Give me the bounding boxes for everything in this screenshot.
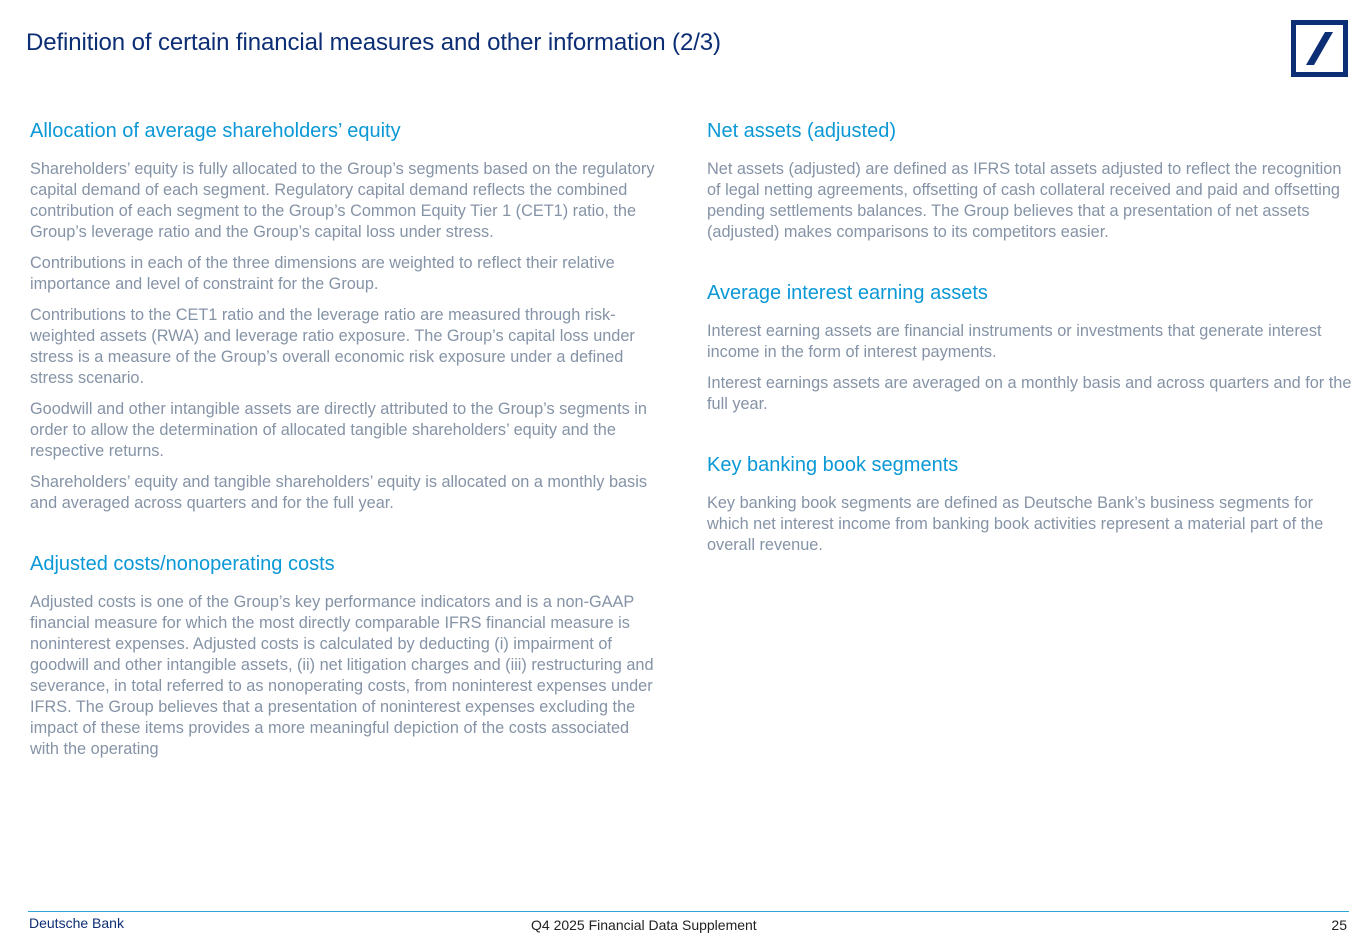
section-heading: Adjusted costs/nonoperating costs (30, 553, 335, 575)
deutsche-bank-logo-icon (1291, 20, 1348, 77)
section-heading: Average interest earning assets (707, 282, 988, 304)
paragraph: Shareholders’ equity and tangible shareholders’ equity is allocated on a monthly basis and averaged across quarters and for the full year. (30, 473, 647, 512)
section-key-banking-book-segments (707, 451, 1355, 556)
section-net-assets (707, 117, 1355, 243)
right-column (707, 117, 1355, 592)
paragraph: Key banking book segments are defined as Deutsche Bank’s business segments for which net interest income from banking book activities represent a material part of the overall revenue. (707, 494, 1324, 554)
paragraph: Shareholders’ equity is fully allocated to the Group’s segments based on the regulatory capital demand of each segment. Regulatory capital demand reflects the combined contribution of each segment to the Group’s Common Equity Tier 1 (CET1) ratio, the Group’s leverage ratio and the Group’s capital loss under stress. (30, 160, 655, 241)
section-allocation-equity (30, 117, 658, 514)
section-average-interest-earning-assets (707, 279, 1355, 415)
paragraph: Goodwill and other intangible assets are directly attributed to the Group’s segments in order to allow the determination of allocated tangible shareholders’ equity and the respective returns. (30, 400, 647, 460)
page-number: 25 (1331, 917, 1347, 933)
section-heading: Net assets (adjusted) (707, 120, 896, 142)
section-heading: Allocation of average shareholders’ equity (30, 120, 401, 142)
page-title: Definition of certain financial measures and other information (2/3) (26, 29, 721, 56)
section-heading: Key banking book segments (707, 454, 959, 476)
paragraph: Interest earning assets are financial instruments or investments that generate interest income in the form of interest payments. (707, 322, 1322, 361)
paragraph: Adjusted costs is one of the Group’s key performance indicators and is a non-GAAP financial measure for which the most directly comparable IFRS financial measure is noninterest expenses. Adjusted costs is calculated by deducting (i) impairment of goodwill and other intangible assets, (ii) net litigation charges and (iii) restructuring and severance, in total referred to as nonoperating costs, from noninterest expenses under IFRS. The Group believes that a presentation of noninterest expenses excluding the impact of these items provides a more meaningful depiction of the costs associated with the operating (30, 593, 654, 758)
paragraph: Contributions in each of the three dimensions are weighted to reflect their relative importance and level of constraint for the Group. (30, 254, 615, 293)
footer-divider (28, 911, 1349, 912)
paragraph: Interest earnings assets are averaged on a monthly basis and across quarters and for the full year. (707, 374, 1352, 413)
paragraph: Contributions to the CET1 ratio and the leverage ratio are measured through risk-weighted assets (RWA) and leverage ratio exposure. The Group’s capital loss under stress is a measure of the Group’s overall economic risk exposure under a defined stress scenario. (30, 306, 635, 387)
footer-document-title: Q4 2025 Financial Data Supplement (531, 917, 757, 933)
left-column (30, 117, 658, 796)
paragraph: Net assets (adjusted) are defined as IFRS total assets adjusted to reflect the recognition of legal netting agreements, offsetting of cash collateral received and paid and offsetting pending settlements balances. The Group believes that a presentation of net assets (adjusted) makes comparisons to its competitors easier. (707, 160, 1342, 241)
section-adjusted-costs (30, 550, 658, 760)
footer-brand: Deutsche Bank (29, 915, 124, 931)
